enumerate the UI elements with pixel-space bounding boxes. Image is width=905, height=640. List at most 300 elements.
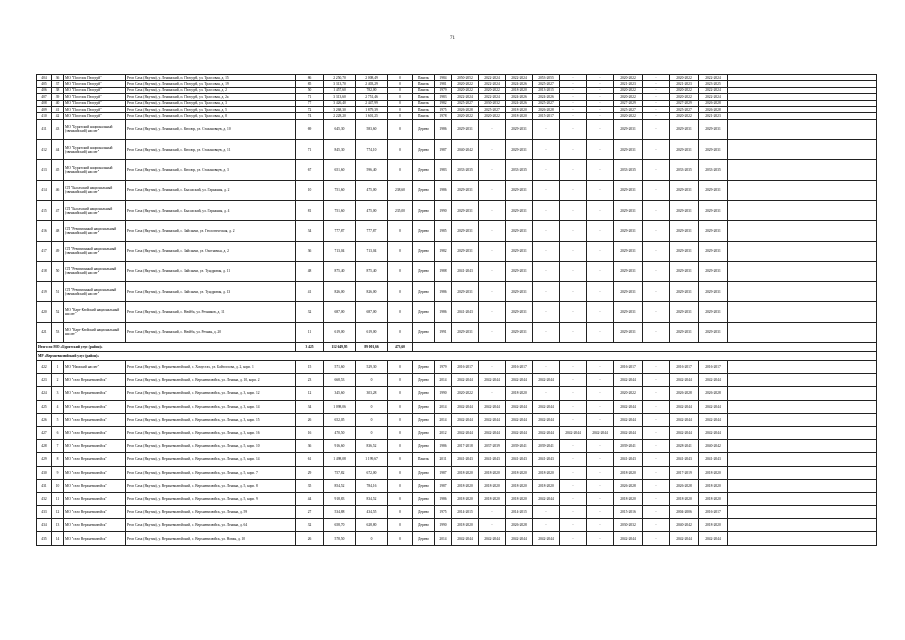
table-cell: 2021-2023 [699,113,728,119]
table-cell: - [643,426,670,439]
table-cell: 0 [388,413,413,426]
table-cell: 49 [52,241,64,261]
table-cell: 69 [296,119,324,139]
table-row [37,400,877,413]
table-cell: 757,82 [324,466,356,479]
table-cell: 668,53 [324,374,356,387]
table-cell: МО "Карт-Кюйский национальный наслег" [64,322,126,342]
table-cell: 2 [52,374,64,387]
table-row [37,492,877,505]
table-cell: 72 [296,106,324,112]
table-cell: 38 [52,87,64,93]
table-cell-empty [728,200,877,220]
table-cell: - [560,87,587,93]
table-cell: 2018-2020 [506,387,533,400]
table-cell: 2033-2035 [506,160,533,180]
table-cell: 2025-2027 [533,81,560,87]
table-cell: 2029-2031 [452,282,479,302]
table-cell: 10 [52,479,64,492]
table-cell: 2017-2019 [670,466,699,479]
table-cell: 777,87 [324,221,356,241]
table-cell: 2041-2043 [506,453,533,466]
table-cell: 2029-2031 [506,322,533,342]
table-cell: 2029-2031 [506,180,533,200]
table-row [37,519,877,532]
table-cell: МО "село Верхневилюйск" [64,532,126,545]
total-row [37,343,877,352]
table-cell: 2029-2031 [699,261,728,281]
table-cell: 0 [388,466,413,479]
table-cell: - [560,81,587,87]
table-cell: 529,30 [356,361,388,374]
table-cell: 2029-2031 [452,322,479,342]
table-cell: 2018-2020 [506,466,533,479]
table-cell: Респ Саха (Якутия), у. Ленинский, с. Бысахский, ул. Гаражная, д. 2 [126,180,296,200]
table-cell-empty [728,492,877,505]
table-cell: Панель [413,100,435,106]
table-cell: 2020-2022 [479,113,506,119]
table-cell: Респ Саха (Якутия), у. Верхневилюйский, с. Верхневилюйск, ул. Ленина, д. 64 [126,519,296,532]
table-cell: 713,04 [324,241,356,261]
table-cell: 2020-2022 [614,94,643,100]
table-cell: 2039-2041 [533,440,560,453]
table-cell: 426 [37,413,52,426]
table-cell: 2042-2044 [699,374,728,387]
table-cell: 85 [296,81,324,87]
table-cell: - [643,180,670,200]
table-cell: 583,60 [356,119,388,139]
table-cell: Респ Саха (Якутия), у. Ленинский, с. Зайсанчи, ул. Охотничья, д. 2 [126,241,296,261]
table-cell: Респ Саха (Якутия), у. Верхневилюйский, с. Верхневилюйск, ул. Ленина, д. 5, корп. 9 [126,492,296,505]
table-cell: - [643,119,670,139]
table-cell: 2018-2020 [614,466,643,479]
table-cell-empty [728,400,877,413]
table-cell: 1986 [435,180,452,200]
table-cell: - [643,94,670,100]
table-cell: - [587,119,614,139]
table-cell: 2029-2031 [699,302,728,322]
table-cell: 29 [296,466,324,479]
table-cell: 34 [296,221,324,241]
table-cell: - [643,361,670,374]
table-cell: 2020-2022 [452,387,479,400]
table-cell: 2020-2022 [670,87,699,93]
table-cell: 687,00 [356,302,388,322]
table-cell: 77 [296,100,324,106]
table-cell: 2042-2044 [699,532,728,545]
table-row [37,302,877,322]
table-cell: Респ Саха (Якутия), у. Ленинский, с. Зайсанчи, ул. Тундровая, д. 11 [126,261,296,281]
table-cell: 2026-2028 [452,106,479,112]
table-cell: 2014 [435,413,452,426]
table-cell: - [643,160,670,180]
table-cell: МО "село Верхневилюйск" [64,519,126,532]
table-cell: 423 [37,374,52,387]
table-cell: МО "село Верхневилюйск" [64,387,126,400]
table-cell: Респ Саха (Якутия), у. Верхневилюйский, с. Верхневилюйск, ул. Ленина, д. 5, корп. 14 [126,453,296,466]
table-cell: - [479,241,506,261]
table-cell: 777,87 [356,221,388,241]
table-cell: 2042-2044 [670,374,699,387]
table-cell: 2025-2027 [670,106,699,112]
table-cell: - [643,492,670,505]
table-cell: СП "Ревизионный национальный (эвенкийский) наслег" [64,261,126,281]
table-cell: 74 [296,113,324,119]
table-cell-empty [728,221,877,241]
table-cell: 2042-2044 [506,374,533,387]
table-cell: 2023-2025 [699,81,728,87]
table-cell: 1978 [435,113,452,119]
table-cell: - [587,221,614,241]
table-cell: 1 457,60 [324,87,356,93]
table-cell: 2020-2022 [479,87,506,93]
table-cell: - [587,94,614,100]
table-cell: 0 [388,387,413,400]
table-cell: МО "село Верхневилюйск" [64,479,126,492]
table-cell-empty [728,466,877,479]
table-cell: 411 [37,119,52,139]
total-value: 473,60 [388,343,413,352]
table-cell: 2029-2031 [699,140,728,160]
table-cell: 2018-2020 [699,519,728,532]
table-cell: - [587,479,614,492]
table-cell: 409 [37,106,52,112]
total-value: 112 649,95 [324,343,356,352]
table-cell: 1975 [435,106,452,112]
table-cell: - [587,200,614,220]
table-cell: 2042-2044 [614,400,643,413]
table-cell: 2040-2042 [452,140,479,160]
table-cell: 2029-2031 [614,282,643,302]
table-cell-empty [728,453,877,466]
table-cell: 2042-2044 [614,413,643,426]
table-cell: - [560,400,587,413]
table-cell: 32 [296,519,324,532]
table-cell: 32 [296,302,324,322]
table-cell: 751,60 [324,200,356,220]
table-cell: 2042-2044 [506,426,533,439]
table-cell: Респ Саха (Якутия), у. Ленинский, п. Пеледуй, ул. Трассовая, д. 2а [126,94,296,100]
table-cell: - [560,241,587,261]
table-cell: 0 [388,106,413,112]
table-cell: 422 [37,361,52,374]
table-cell: 2026-2028 [699,106,728,112]
table-cell: 2025-2027 [614,106,643,112]
table-cell: 2029-2031 [670,241,699,261]
table-cell: 2029-2031 [670,302,699,322]
table-cell: 14 [52,532,64,545]
table-cell: 11 [52,492,64,505]
table-cell: 0 [388,440,413,453]
table-cell: - [560,453,587,466]
table-cell: 35 [296,479,324,492]
table-cell: 0 [388,453,413,466]
table-cell: 2018-2020 [533,466,560,479]
table-cell: - [643,413,670,426]
table-cell: 434,55 [356,506,388,519]
table-cell: 0 [388,374,413,387]
table-cell: 1991 [435,322,452,342]
table-cell: - [587,87,614,93]
table-cell: 1979 [435,87,452,93]
table-cell: - [643,113,670,119]
table-row [37,413,877,426]
table-cell: - [560,282,587,302]
table-row [37,241,877,261]
table-cell: 2027-2029 [670,100,699,106]
table-cell: 1987 [435,479,452,492]
table-cell: 2042-2044 [670,400,699,413]
table-cell: 48 [52,221,64,241]
table-cell: 430 [37,466,52,479]
table-cell: 2053-2055 [533,75,560,81]
table-cell: - [587,140,614,160]
table-cell: Дерево [413,479,435,492]
table-cell: - [560,180,587,200]
table-cell: - [643,374,670,387]
table-cell: 2042-2044 [533,413,560,426]
table-cell: - [560,519,587,532]
table-cell: МО "село Верхневилюйск" [64,413,126,426]
table-cell: 2029-2031 [699,221,728,241]
table-cell: Дерево [413,440,435,453]
table-cell: 51 [52,282,64,302]
table-cell: 854,52 [324,479,356,492]
table-cell: 410 [37,113,52,119]
table-cell: 2026-2028 [670,387,699,400]
table-cell: - [560,221,587,241]
table-cell: 2029-2031 [614,119,643,139]
table-cell: 916,60 [324,440,356,453]
table-cell: Дерево [413,506,435,519]
table-cell: 2041-2043 [452,261,479,281]
table-cell: 687,00 [324,302,356,322]
table-cell: - [560,440,587,453]
section-row [37,352,877,361]
table-cell: 2018-2020 [670,492,699,505]
table-cell: - [479,361,506,374]
table-cell: 1988 [435,261,452,281]
table-cell: 2029-2031 [506,302,533,322]
table-cell: Респ Саха (Якутия), у. Верхневилюйский, с. Верхневилюйск, ул. Ленина, д. 10, корп. 2 [126,374,296,387]
table-cell: - [560,140,587,160]
table-cell: - [560,106,587,112]
table-cell: 12 [52,506,64,519]
table-cell: 2018-2020 [452,492,479,505]
table-cell: - [643,302,670,322]
table-cell: 2042-2044 [479,400,506,413]
table-cell: - [479,302,506,322]
table-cell: СП "Ревизионный национальный (эвенкийский) наслег" [64,282,126,302]
table-cell: 0 [356,426,388,439]
table-cell: 52 [52,302,64,322]
table-cell-empty [728,282,877,302]
table-cell: 2026-2028 [699,100,728,106]
table-cell-empty [728,119,877,139]
table-cell-empty [728,413,877,426]
table-cell: 1985 [435,221,452,241]
table-cell: Респ Саха (Якутия), у. Верхневилюйский, с. Хомустах, ул. Байтоглова, д. 2, корп. 1 [126,361,296,374]
table-cell: 2029-2031 [670,200,699,220]
table-cell: 0 [388,261,413,281]
table-cell: 27 [296,506,324,519]
table-cell: - [643,322,670,342]
table-cell: Дерево [413,119,435,139]
table-cell: 41 [52,106,64,112]
table-cell: 1986 [435,302,452,322]
table-cell: 1983 [435,94,452,100]
table-cell: 71 [296,94,324,100]
table-cell: 2042-2044 [479,374,506,387]
table-cell: - [643,87,670,93]
table-cell: 2021-2023 [670,81,699,87]
table-cell: 2022-2024 [699,75,728,81]
table-cell: Респ Саха (Якутия), у. Ленинский, п. Пеледуй, ул. Трассовая, д. 8 [126,113,296,119]
table-cell: 2026-2028 [614,479,643,492]
table-cell: - [560,113,587,119]
table-cell: МО "Поселок Пеледуй" [64,94,126,100]
table-cell: 2029-2031 [452,241,479,261]
table-cell: 3 [52,387,64,400]
table-cell: 432 [37,492,52,505]
table-cell: МО "Намский наслег" [64,361,126,374]
table-cell: 619,00 [324,322,356,342]
table-cell: 4 [52,400,64,413]
table-cell: Респ Саха (Якутия), у. Ленинский, с. Бысахский, ул. Гаражная, д. 4 [126,200,296,220]
table-cell: МО "село Верхневилюйск" [64,453,126,466]
table-cell: 435 [37,532,52,545]
table-cell: 2022-2024 [506,75,533,81]
table-row [37,453,877,466]
table-cell: 2021-2023 [614,81,643,87]
table-cell: 619,00 [356,322,388,342]
total-value: 3 425 [296,343,324,352]
table-cell: 774,10 [356,140,388,160]
table-cell: 81 [296,200,324,220]
table-cell: - [587,532,614,545]
table-cell: 13 [52,519,64,532]
table-cell: Дерево [413,261,435,281]
table-cell: 2026-2028 [670,479,699,492]
table-cell-empty [728,506,877,519]
table-cell: 434 [37,519,52,532]
table-cell: МО "Бурятский национальный (эвенкийский) наслег" [64,160,126,180]
table-cell: МО "Поселок Пеледуй" [64,87,126,93]
table-row [37,440,877,453]
table-cell: 2020-2022 [614,113,643,119]
table-cell: 1987 [435,466,452,479]
table-cell: МО "Поселок Пеледуй" [64,113,126,119]
table-cell: 431 [37,479,52,492]
table-cell: - [587,413,614,426]
table-cell: - [587,180,614,200]
table-cell: Респ Саха (Якутия), у. Ленинский, с. Зайсанчи, ул. Геологическая, д. 2 [126,221,296,241]
table-row [37,282,877,302]
table-cell: Дерево [413,160,435,180]
table-cell: 413 [37,160,52,180]
table-cell: 2042-2044 [670,532,699,545]
table-cell: Респ Саха (Якутия), у. Верхневилюйский, с. Верхневилюйск, ул. Ленина, д. 59 [126,506,296,519]
table-row [37,180,877,200]
table-cell: 0 [388,94,413,100]
table-cell: 2018-2020 [506,492,533,505]
table-cell: СП "Бысахский национальный (эвенкийский) наслег" [64,200,126,220]
table-cell: 2028-2041 [670,440,699,453]
table-cell: Дерево [413,519,435,532]
table-cell: 2030-2032 [479,100,506,106]
table-cell: МО "село Верхневилюйск" [64,492,126,505]
table-cell: 2042-2044 [506,400,533,413]
table-cell: 2042-2044 [479,532,506,545]
table-cell: 2042-2044 [587,426,614,439]
table-cell: 26 [296,532,324,545]
table-cell: 2033-2035 [670,160,699,180]
table-cell: 7 [52,440,64,453]
table-cell: - [560,119,587,139]
table-cell: 2042-2044 [614,374,643,387]
table-cell: Дерево [413,221,435,241]
table-cell: МО "село Верхневилюйск" [64,374,126,387]
table-cell: МО "Поселок Пеледуй" [64,100,126,106]
table-cell: 418 [37,261,52,281]
table-cell: 6 [52,426,64,439]
table-cell: 2022-2024 [479,94,506,100]
table-cell: МО "село Верхневилюйск" [64,506,126,519]
table-cell: - [643,261,670,281]
table-cell: - [560,100,587,106]
table-cell: Респ Саха (Якутия), у. Ленинский, с. Кюсюр, ул. Стахановцев, д. 3 [126,160,296,180]
table-cell: Панель [413,87,435,93]
table-cell: 845,30 [324,140,356,160]
table-cell: 784,16 [356,479,388,492]
table-cell-empty [728,479,877,492]
table-row [37,261,877,281]
table-cell: - [560,374,587,387]
table-cell: 53 [52,322,64,342]
table-cell: 2042-2044 [452,374,479,387]
table-cell: Дерево [413,426,435,439]
table-cell: МО "Бурятский национальный (эвенкийский) наслег" [64,119,126,139]
table-row [37,361,877,374]
table-cell: - [587,106,614,112]
table-cell: - [479,119,506,139]
table-cell: МО "село Верхневилюйск" [64,426,126,439]
table-cell: 40 [52,100,64,106]
table-cell: - [587,466,614,479]
table-cell: 2020-2022 [452,87,479,93]
table-cell: - [643,400,670,413]
table-cell: - [587,113,614,119]
table-cell: 2040-2042 [699,440,728,453]
table-cell: 2018-2020 [699,492,728,505]
table-cell: 2018-2020 [533,479,560,492]
table-cell-empty [728,180,877,200]
table-cell: 2029-2031 [670,180,699,200]
table-cell: 412 [37,140,52,160]
table-cell-empty [728,440,877,453]
table-cell: - [643,241,670,261]
table-cell: 2042-2044 [699,426,728,439]
table-cell: 1 498,08 [324,453,356,466]
table-cell: 2029-2031 [506,140,533,160]
table-cell: Респ Саха (Якутия), у. Ленинский, п. Пеледуй, ул. Трассовая, д. 19 [126,81,296,87]
table-cell: 2024-2026 [506,81,533,87]
table-cell: 2041-2043 [452,302,479,322]
table-cell: - [533,519,560,532]
table-cell: Дерево [413,400,435,413]
table-cell: 2025-2027 [479,106,506,112]
table-cell: - [533,322,560,342]
